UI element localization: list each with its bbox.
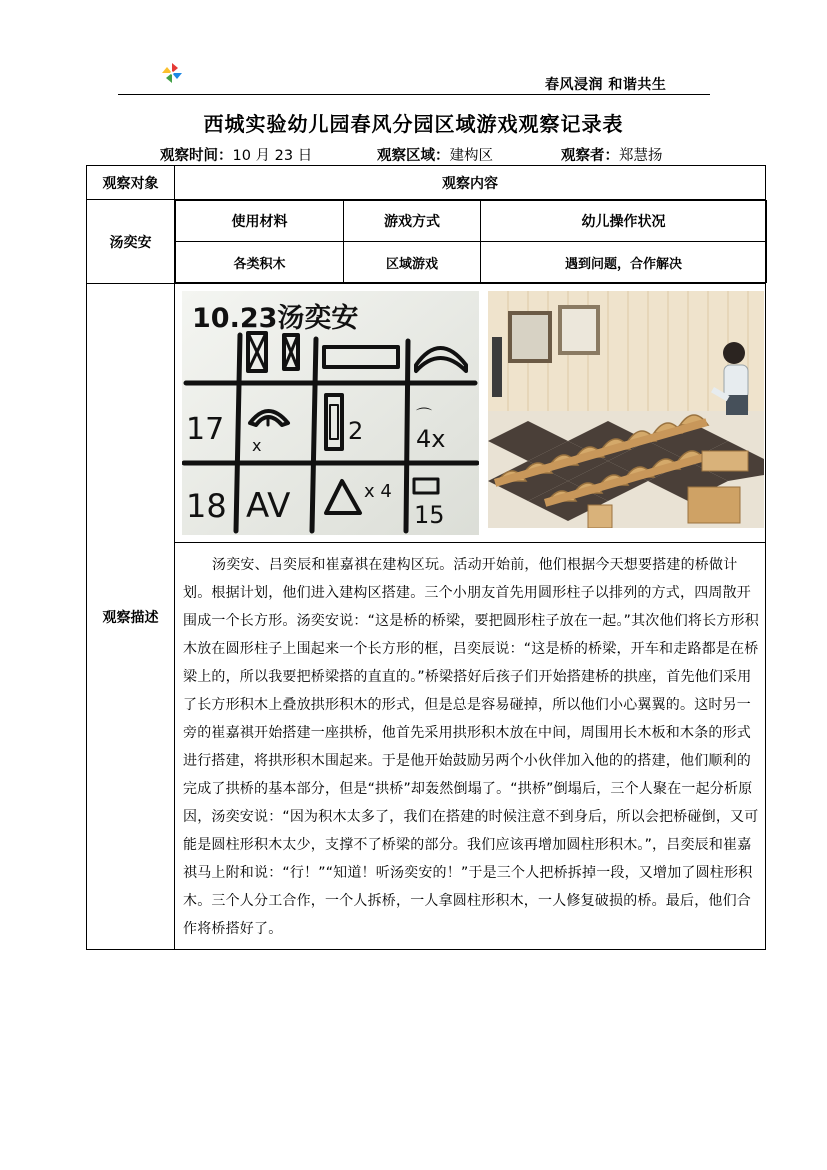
- status-value: 遇到问题，合作解决: [481, 242, 767, 283]
- area-value: 建构区: [449, 148, 493, 164]
- plan-row2-shape-a: AV: [246, 486, 291, 526]
- observer-value: 郑慧扬: [619, 148, 663, 164]
- plan-row1-sign: ⌒: [416, 406, 433, 425]
- description-label-cell: 观察描述: [87, 284, 175, 950]
- photos-cell: [175, 284, 766, 543]
- pinwheel-logo-icon: [160, 62, 184, 84]
- plan-row1-mark-b: 2: [348, 417, 364, 445]
- plan-row1-number: 17: [186, 412, 225, 447]
- observer-label: 观察者：: [561, 148, 619, 164]
- area-label: 观察区域：: [377, 148, 450, 164]
- plan-row1-count-c: 4x: [416, 425, 446, 453]
- materials-label: 使用材料: [176, 201, 344, 242]
- plan-row1-count-a: x: [252, 436, 262, 455]
- plan-drawing-photo: [182, 291, 479, 535]
- observation-time: [160, 144, 312, 165]
- time-label: 观察时间：: [160, 148, 233, 164]
- school-motto: 春风浸润 和谐共生: [545, 77, 667, 93]
- photos-row: [175, 284, 765, 542]
- header-content-cell: 观察内容: [175, 166, 766, 200]
- observation-description: 汤奕安、吕奕辰和崔嘉祺在建构区玩。活动开始前，他们根据今天想要搭建的桥做计划。根据计划，他们进入建构区搭建。三个小朋友首先用圆形柱子以排列的方式，四周散开围成一个长方形。汤奕安说：“这是桥的桥梁，要把圆形柱子放在一起。”其次他们将长方形积木放在圆形柱子上围起来一个长方形的框，吕奕辰说：“这是桥的桥梁，开车和走路都是在桥梁上的，所以我要把桥梁搭的直直的。”桥梁搭好后孩子们开始搭建桥的拱座，首先他们采用了长方形积木上叠放拱形积木的形式，但是总是容易碰掉，所以他们小心翼翼的。这时另一旁的崔嘉祺开始搭建一座拱桥，他首先采用拱形积木放在中间，周围用长木板和木条的形式进行搭建，将拱形积木围起来。于是他开始鼓励另两个小伙伴加入他的的搭建，他们顺利的完成了拱桥的基本部分，但是“拱桥”却轰然倒塌了。“拱桥”倒塌后，三个人聚在一起分析原因，汤奕安说：“因为积木太多了，我们在搭建的时候注意不到身后，所以会把桥碰倒，又可能是圆柱形积木太少，支撑不了桥梁的部分。我们应该再增加圆柱形积木。”，吕奕辰和崔嘉祺马上附和说：“行！”“知道！听汤奕安的！”于是三个人把桥拆掉一段，又增加了圆柱形积木。三个人分工合作，一个人拆桥，一人拿圆柱形积木，一人修复破损的桥。最后，他们合作将桥搭好了。: [175, 543, 766, 950]
- play-mode-label: 游戏方式: [344, 201, 481, 242]
- content-subtable: [175, 200, 767, 283]
- content-subtable-cell: [175, 200, 766, 284]
- play-mode-value: 区域游戏: [344, 242, 481, 283]
- observation-record-table: [86, 165, 766, 950]
- page-title: 西城实验幼儿园春风分园区域游戏观察记录表: [203, 112, 624, 136]
- plan-row2-count-c: 15: [414, 501, 445, 529]
- subject-name-cell: 汤奕安: [87, 200, 175, 284]
- plan-row2-count-b: x 4: [364, 481, 392, 502]
- header-subject-cell: 观察对象: [87, 166, 175, 200]
- block-building-photo: [488, 291, 764, 528]
- materials-value: 各类积木: [176, 242, 344, 283]
- observer: [561, 144, 663, 165]
- plan-row2-number: 18: [186, 487, 227, 525]
- status-label: 幼儿操作状况: [481, 201, 767, 242]
- plan-heading: 10.23汤奕安: [192, 303, 359, 334]
- header-divider: [118, 94, 710, 95]
- observation-area: [377, 144, 493, 165]
- time-value: 10 月 23 日: [232, 148, 313, 164]
